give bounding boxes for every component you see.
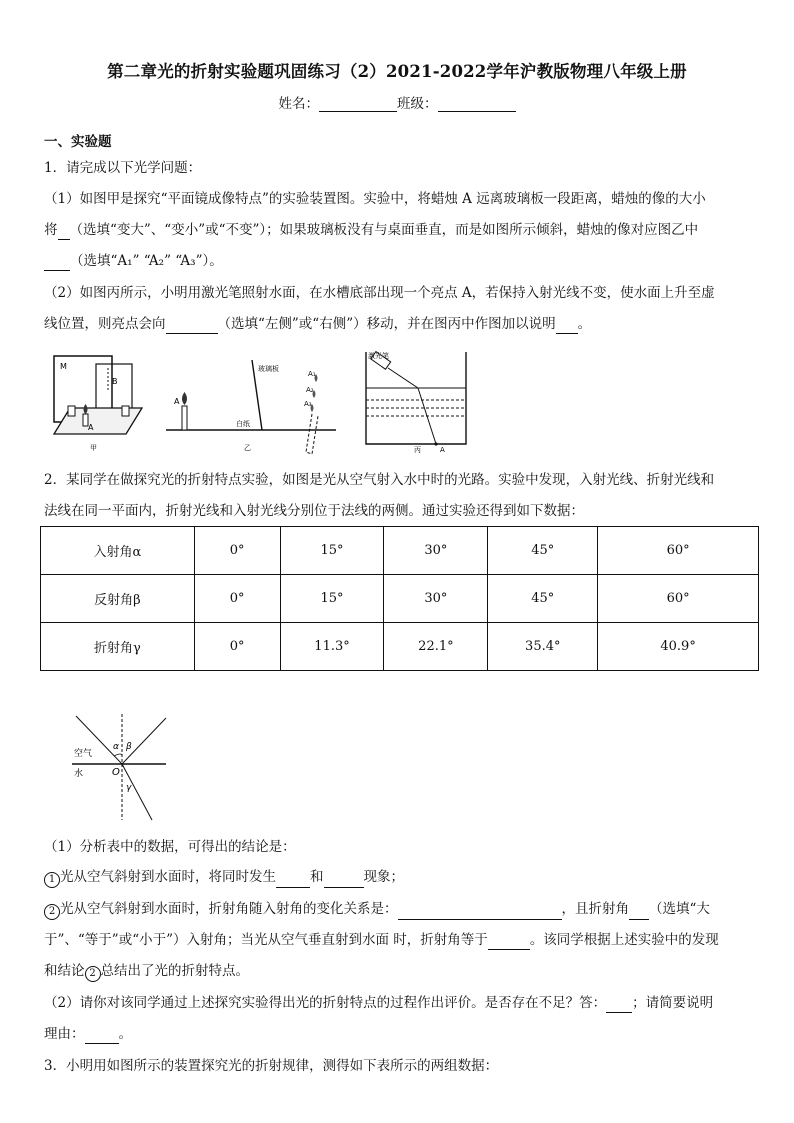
q2-part2-line2	[44, 1024, 754, 1044]
table-cell: 35.4°	[488, 623, 598, 671]
label-glass: 玻璃板	[258, 365, 279, 373]
q1-part1-line1: （1）如图甲是探究“平面镜成像特点”的实验装置图。实验中，将蜡烛 A 远离玻璃板一段距离，蜡烛的像的大小	[44, 191, 706, 207]
table-cell: 折射角γ	[41, 623, 195, 671]
circled-number: 1	[44, 872, 60, 888]
q2-text: （2）请你对该同学通过上述探究实验得出光的折射特点的过程作出评价。是否存在不足？答：	[44, 995, 607, 1011]
label-alpha: α	[113, 742, 119, 752]
q1-text: （选填“变大”、“变小”或“不变”）；如果玻璃板没有与桌面垂直，而是如图所示倾斜，蜡烛的像对应图乙中	[69, 222, 699, 238]
figure-jia	[52, 350, 144, 456]
q2-blank-compare[interactable]	[629, 905, 649, 920]
q1-part1-line2	[44, 220, 754, 240]
angle-data-table	[40, 526, 759, 671]
table-cell: 60°	[598, 527, 759, 575]
table-cell: 30°	[384, 527, 488, 575]
q1-text: 将	[44, 222, 58, 238]
table-cell: 45°	[488, 575, 598, 623]
q2-text: 于”、“等于”或“小于”）入射角；当光从空气垂直射到水面 时，折射角等于	[44, 932, 488, 948]
q1-blank-direction[interactable]	[166, 319, 218, 334]
label-paper: 白纸	[236, 420, 250, 428]
label-a3: A₃	[304, 400, 312, 408]
q2-part1-intro: （1）分析表中的数据，可得出的结论是：	[44, 839, 296, 855]
q2-text: 总结出了光的折射特点。	[100, 963, 249, 979]
table-cell: 15°	[280, 575, 384, 623]
q2-conclusion-2-end	[44, 961, 754, 982]
stand-right	[122, 406, 129, 416]
q1-text: （选填“左侧”或“右侧”）移动，并在图丙中作图加以说明	[217, 316, 556, 332]
table-cell: 0°	[194, 527, 280, 575]
table-row	[41, 623, 759, 671]
q1-stem: 1．请完成以下光学问题：	[44, 160, 202, 176]
label-laser: 激光笔	[368, 352, 389, 360]
q2-blank-angle[interactable]	[488, 935, 530, 950]
label-a2: A₂	[306, 386, 314, 394]
label-gamma: γ	[126, 783, 132, 793]
q2-text: ，且折射角	[561, 901, 629, 917]
q2-blank-phenomenon-2[interactable]	[324, 873, 364, 888]
table-cell: 40.9°	[598, 623, 759, 671]
label-beta: β	[126, 742, 132, 752]
q1-blank-size[interactable]	[58, 225, 70, 240]
q2-text: ；请简要说明	[632, 995, 714, 1011]
q2-blank-phenomenon-1[interactable]	[276, 873, 310, 888]
figure-bing	[362, 348, 472, 456]
q2-text: 。	[118, 1026, 132, 1042]
q1-part2-line2	[44, 314, 754, 334]
table-cell: 入射角α	[41, 527, 195, 575]
caption-bing: 丙	[414, 446, 421, 454]
label-m: M	[60, 362, 67, 371]
name-blank[interactable]	[319, 97, 397, 112]
q2-text: 和	[310, 869, 324, 885]
q2-text: 和结论	[44, 963, 85, 979]
table-row	[41, 527, 759, 575]
q2-conclusion-1	[44, 867, 754, 888]
circled-number: 2	[85, 966, 101, 982]
bright-spot-a	[434, 442, 437, 445]
table-cell: 15°	[280, 527, 384, 575]
q2-conclusion-2-cont	[44, 930, 754, 950]
q2-text: 理由：	[44, 1026, 85, 1042]
q2-text: 光从空气斜射到水面时，将同时发生	[60, 869, 276, 885]
q2-text: 。该同学根据上述实验中的发现	[529, 932, 719, 948]
circled-number: 2	[44, 904, 60, 920]
candle-a	[182, 406, 187, 430]
label-b: B	[112, 377, 118, 386]
table-cell: 30°	[384, 575, 488, 623]
q1-text: （选填“A₁” “A₂” “A₃”）。	[70, 253, 223, 269]
q1-text: 线位置，则亮点会向	[44, 316, 166, 332]
class-blank[interactable]	[438, 97, 516, 112]
label-water: 水	[74, 769, 84, 779]
q2-text: （选填“大	[649, 901, 710, 917]
table-cell: 11.3°	[280, 623, 384, 671]
page-title: 第二章光的折射实验题巩固练习（2）2021-2022学年沪教版物理八年级上册	[107, 62, 687, 81]
caption-yi: 乙	[244, 444, 251, 452]
q2-blank-evaluation[interactable]	[606, 998, 632, 1013]
stand-left	[68, 406, 75, 416]
table-row	[41, 575, 759, 623]
table-cell: 0°	[194, 575, 280, 623]
class-label: 班级：	[397, 96, 438, 112]
label-a: A	[440, 446, 445, 454]
label-a: A	[88, 423, 94, 432]
q1-part2-line1: （2）如图丙所示，小明用激光笔照射水面，在水槽底部出现一个亮点 A，若保持入射光线不变，使水面上升至虚	[44, 285, 715, 301]
table-cell: 45°	[488, 527, 598, 575]
q2-blank-relation[interactable]	[398, 905, 562, 920]
q2-conclusion-2	[44, 899, 754, 920]
flame-icon	[182, 392, 187, 405]
q1-part1-line3	[44, 251, 754, 271]
q1-text: 。	[577, 316, 592, 332]
name-label: 姓名：	[278, 96, 319, 112]
q1-blank-drawing[interactable]	[556, 319, 578, 334]
table-cell: 22.1°	[384, 623, 488, 671]
reflected-ray	[122, 718, 166, 764]
incident-ray	[388, 368, 418, 388]
label-a1: A₁	[308, 370, 316, 378]
q3-line1: 3．小明用如图所示的装置探究光的折射规律，测得如下表所示的两组数据：	[44, 1058, 499, 1074]
q2-line1: 2．某同学在做探究光的折射特点实验，如图是光从空气射入水中时的光路。实验中发现，入射光线、折射光线和	[44, 472, 715, 488]
q2-text: 光从空气斜射到水面时，折射角随入射角的变化关系是：	[60, 901, 398, 917]
refraction-diagram	[72, 712, 172, 824]
caption-jia: 甲	[90, 444, 97, 452]
angle-arc	[114, 754, 122, 756]
q2-text: 现象；	[363, 869, 404, 885]
label-air: 空气	[74, 749, 93, 759]
label-o: O	[112, 767, 120, 778]
table-cell: 0°	[194, 623, 280, 671]
figure-yi	[166, 356, 342, 456]
name-class-line	[0, 92, 794, 112]
table-cell: 反射角β	[41, 575, 195, 623]
q2-blank-reason[interactable]	[85, 1029, 119, 1044]
label-a: A	[174, 397, 180, 406]
section-heading: 一、实验题	[44, 134, 112, 150]
virtual-candle	[306, 414, 318, 454]
table-cell: 60°	[598, 575, 759, 623]
q1-blank-image[interactable]	[44, 256, 70, 271]
q2-part2-line1	[44, 993, 754, 1013]
q2-line2: 法线在同一平面内，折射光线和入射光线分别位于法线的两侧。通过实验还得到如下数据：	[44, 503, 584, 519]
